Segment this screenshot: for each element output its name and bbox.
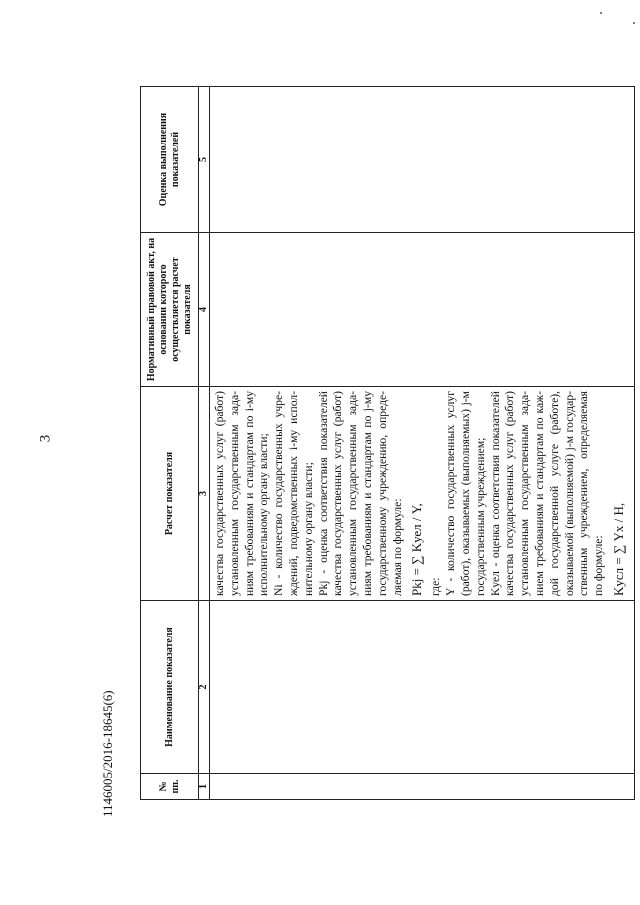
cell-number xyxy=(210,774,635,800)
header-calculation: Расчет показателя xyxy=(141,387,199,601)
cell-indicator-name xyxy=(210,601,635,774)
col-number-4: 4 xyxy=(199,233,210,387)
formula-kusl: Kусл = ∑ Yх / Н, xyxy=(610,502,626,596)
header-legal-act: Нормативный правовой акт, на основании которого осуществляется расчет показателя xyxy=(141,233,199,387)
col-number-3: 3 xyxy=(199,387,210,601)
cell-calculation xyxy=(210,387,635,601)
header-evaluation: Оценка выполнения показателей xyxy=(141,87,199,233)
scan-speck xyxy=(633,22,635,24)
col-number-5: 5 xyxy=(199,87,210,233)
page-number: 3 xyxy=(37,434,54,443)
cell-evaluation xyxy=(210,87,635,233)
calc-text: Ni - количество государственных учреждений, подведомственных i-му исполнительному органу власти; xyxy=(272,391,315,596)
formula-pkj: Pkj = ∑ Kуел / Y, xyxy=(409,503,425,596)
rotated-table-wrapper xyxy=(140,87,626,800)
document-code: 1146005/2016-18645(6) xyxy=(100,690,115,817)
calc-text: где: xyxy=(429,577,443,596)
indicators-table xyxy=(140,86,635,800)
cell-legal-act xyxy=(210,233,635,387)
calc-text: Pkj - оценка соответствия показателей качества государственных услуг (работ) установленным государственным заданиям требованиям и стандартам по j-му государственному учреждению, определяемая по формуле: xyxy=(316,391,404,596)
col-number-2: 2 xyxy=(199,601,210,774)
header-indicator-name: Наименование показателя xyxy=(141,601,199,774)
header-number: № пп. xyxy=(141,774,199,800)
calc-text: Kуел - оценка соответствия показателей качества государственных услуг (работ) установленным государственным заданием требованиям и стандартам по каждой государственной услуге (работе), оказываемой (выполняемой) j-м государственным учреждением, определяемая по формуле: xyxy=(488,391,606,596)
scan-speck xyxy=(600,12,602,14)
calc-text: Y - количество государственных услуг (работ), оказываемых (выполняемых) j-м государственным учреждением; xyxy=(444,391,487,596)
calc-text: качества государственных услуг (работ) установленным государственным заданиям требованиям и стандартам по i-му исполнительному органу власти; xyxy=(213,391,271,596)
col-number-1: 1 xyxy=(199,774,210,800)
